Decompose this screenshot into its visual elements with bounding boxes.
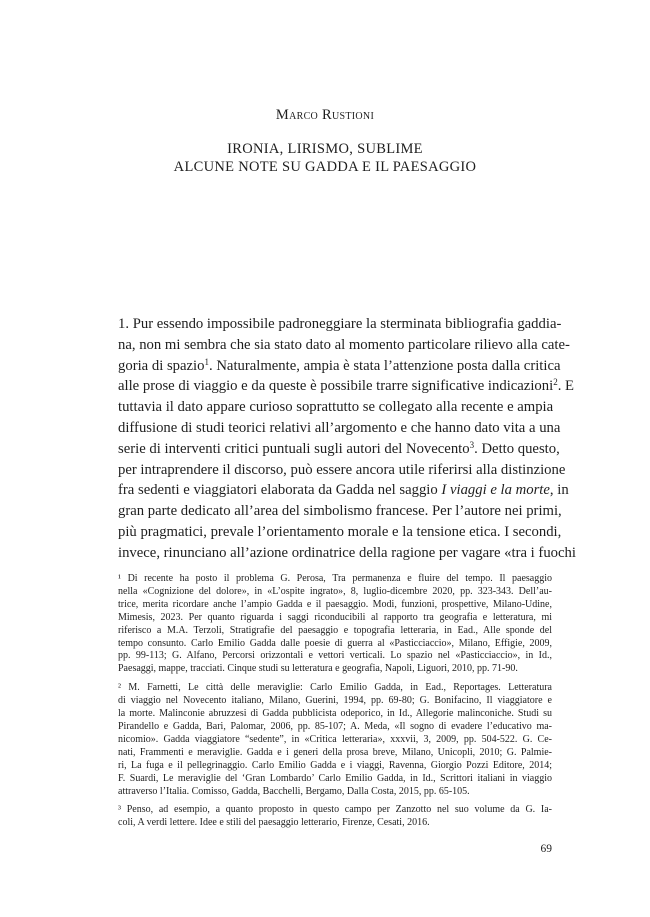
footnote-2 — [118, 682, 552, 798]
footnote-line: riferisco a M.A. Terzoli, Stratigrafie del paesaggio e topografia letteraria, in Ead., Alle sponde del — [118, 624, 552, 636]
footnote-1 — [118, 573, 552, 676]
footnote-line: attraverso l’Italia. Comisso, Gadda, Bacchelli, Bergamo, Dalla Costa, 2015, pp. 65-105. — [118, 785, 470, 797]
body-line: goria di spazio$^1$. Naturalmente, ampia è stata l’attenzione posta dalla critica — [118, 356, 561, 374]
footnote-ref-2[interactable]: 2 — [553, 377, 558, 388]
body-line: gran parte dedicato all’area del simbolismo francese. Per l’autore nei primi, — [118, 503, 562, 520]
author-name: Marco Rustioni — [275, 107, 375, 123]
body-line: più pragmatici, prevale l’orientamento morale e la tensione etica. I secondi, — [118, 523, 562, 540]
footnote-line: Pirandello e Gadda, Bari, Palomar, 2006, pp. 85-107; A. Meda, «Il sogno di evadere l’educativo ma- — [118, 720, 552, 732]
footnote-line: F. Suardi, Le meraviglie del ‘Gran Lombardo’ Carlo Emilio Gadda, in Id., Scrittori italiani in viaggio — [118, 772, 552, 784]
title-line-2: ALCUNE NOTE SU GADDA E IL PAESAGGIO — [173, 159, 477, 175]
footnote-line: ² M. Farnetti, Le città delle meraviglie: Carlo Emilio Gadda, in Ead., Reportages. Letteratura — [118, 682, 552, 694]
footnote-ref-3[interactable]: 3 — [469, 439, 475, 450]
footnote-line: Paesaggi, mappe, tracciati. Cinque studi su letteratura e geografia, Napoli, Liguori, 2010, pp. 71-90. — [118, 663, 518, 675]
footnote-3 — [118, 804, 552, 830]
title-line-1: IRONIA, LIRISMO, SUBLIME — [227, 141, 423, 157]
footnote-line: coli, A verdi lettere. Idee e stili del paesaggio letterario, Firenze, Cesati, 2016. — [118, 817, 430, 829]
footnote-line: ri, La fuga e il pellegrinaggio. Carlo Emilio Gadda e i viaggi, Ravenna, Giorgio Pozzi Editore, 2014; — [118, 759, 552, 771]
footnote-line: Mimesis, 2023. Per quanto riguarda i saggi riconducibili al rapporto tra geografia e letteratura, mi — [118, 611, 552, 623]
body-line: invece, rinunciano all’azione ordinatrice della ragione per vagare «tra i fuochi — [118, 544, 576, 561]
article-title — [0, 140, 650, 176]
footnote-line: nella «Cognizione del dolore», in «L’ospite ingrato», 8, luglio-dicembre 2020, pp. 323-343. Dell’au- — [118, 585, 552, 597]
footnote-line: pp. 99-113; G. Alfano, Percorsi orizzontali e vettori verticali. Lo spazio nel «Pasticciaccio», in Id., — [118, 650, 552, 662]
body-line: 1. Pur essendo impossibile padroneggiare la sterminata bibliografia gaddia- — [118, 316, 562, 332]
footnote-ref-1[interactable]: 1 — [204, 356, 209, 367]
footnotes — [118, 573, 552, 830]
body-line: alle prose di viaggio e da queste è possibile trarre significative indicazioni$^2$. E — [118, 377, 575, 395]
page-number: 69 — [540, 843, 552, 855]
footnote-line: tempo consunto. Carlo Emilio Gadda dalle poesie di guerra al «Pasticciaccio», Milano, Effigie, 2009, — [118, 637, 552, 649]
footnote-line: trice, merita ricordare anche l’ampio Gadda e il paesaggio. Modi, funzioni, prospettive, Milano-Udine, — [118, 598, 552, 610]
essay-title: I viaggi e la morte — [441, 482, 550, 499]
body-line: na, non mi sembra che sia stato dato al momento particolare rilievo alla cate- — [118, 336, 570, 353]
footnote-line: nati, Frammenti e meraviglie. Gadda e i generi della prosa breve, Milano, Unicopli, 2010; G. Palmie- — [118, 746, 552, 758]
body-line: diffusione di studi teorici relativi all’argomento e che hanno dato vita a una — [118, 419, 561, 436]
footnote-line: ¹ Di recente ha posto il problema G. Perosa, Tra permanenza e fluire del tempo. Il paesaggio — [118, 573, 552, 584]
footnote-line: nicomio». Gadda viaggiatore “sedente”, in «Critica letteraria», xxxvii, 3, 2009, pp. 504-522. G. Ce- — [118, 733, 552, 745]
body-line: serie di interventi critici puntuali sugli autori del Novecento$^3$. Detto questo, — [118, 439, 560, 457]
footnote-line: la morte. Malinconie abruzzesi di Gadda pubblicista odeporico, in Id., Allegorie malinconiche. Studi su — [118, 708, 552, 720]
body-line: tuttavia il dato appare curioso soprattutto se collegato alla recente e ampia — [118, 399, 554, 416]
footnote-line: ³ Penso, ad esempio, a quanto proposto in questo campo per Zanzotto nel suo volume da G. Ia- — [118, 804, 552, 816]
footnote-line: di viaggio nel Novecento italiano, Milano, Guerini, 1994, pp. 69-80; G. Bonifacino, Il viaggiatore e — [118, 695, 552, 707]
body-line: fra sedenti e viaggiatori elaborata da Gadda nel saggio I viaggi e la morte, in — [118, 482, 569, 499]
body-text — [118, 314, 576, 564]
body-line: per intraprendere il discorso, può essere ancora utile riferirsi alla distinzione — [118, 461, 566, 478]
